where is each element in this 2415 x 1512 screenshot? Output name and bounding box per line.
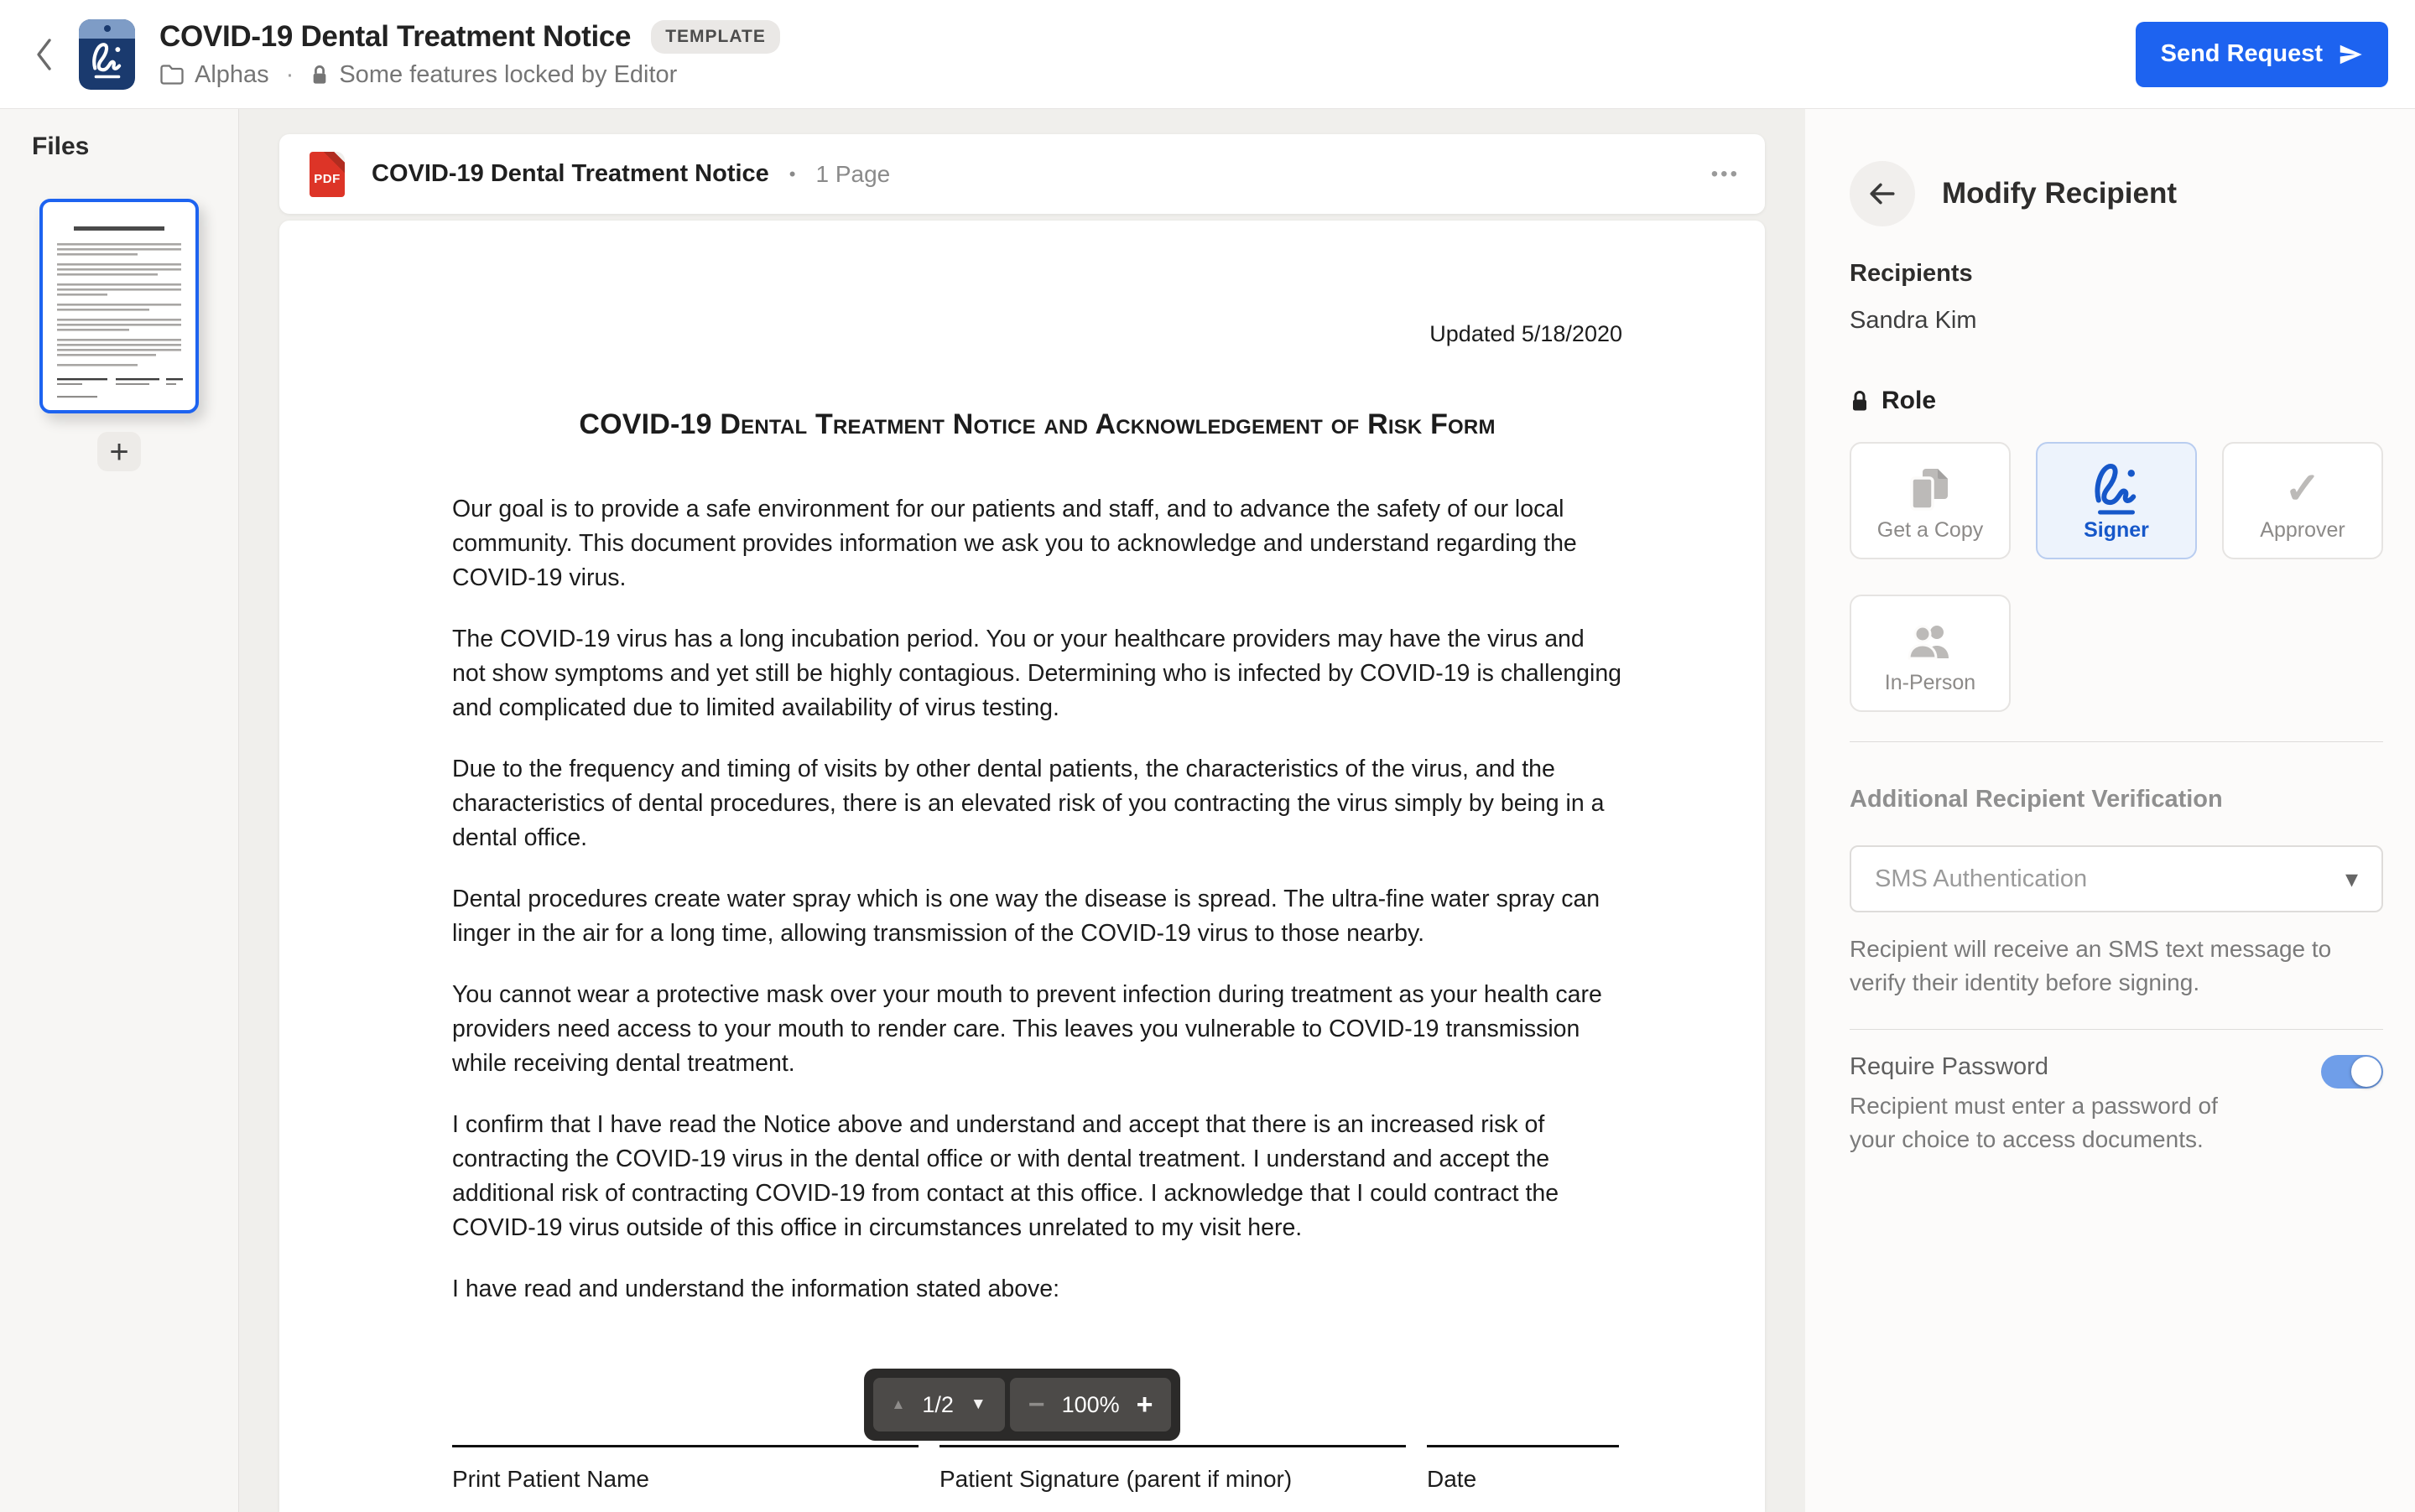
app-logo-icon [79,19,135,90]
document-paragraph: You cannot wear a protective mask over your mouth to prevent infection during treatment as your health care providers need access to your mouth to render care. This leaves you vulnerable to COVID-19 transmission while receiving dental treatment. [452,981,1602,1077]
document-paragraph: I confirm that I have read the Notice above and understand and accept that there is an increased risk of contracting the COVID-19 virus in the dental office or with dental treatment. I understand and accept the additional risk of contracting COVID-19 from contact at this office. I acknowledge that I could contract the COVID-19 virus outside of this office in circumstances unrelated to my visit here. [452,1111,1559,1241]
page-indicator: 1/2 [922,1391,954,1417]
dot-separator: · [285,60,294,88]
document-file-name: COVID-19 Dental Treatment Notice [372,160,769,187]
verification-selected-option: SMS Authentication [1875,865,2088,892]
panel-title: Modify Recipient [1942,177,2178,210]
verification-dropdown[interactable] [1850,845,2383,912]
panel-back-button[interactable] [1850,161,1915,226]
thumbnail-preview [45,206,193,406]
check-icon: ✓ [2284,465,2321,513]
recipients-label: Recipients [1850,260,1973,287]
document-paragraph: Due to the frequency and timing of visits by other dental patients, the characteristics of the virus, and the characteristics of dental procedures, there is an elevated risk of you contracting the virus simply by being in a dental office. [452,756,1605,851]
require-password-toggle[interactable] [2321,1055,2383,1089]
require-password-label: Require Password [1850,1053,2048,1080]
require-password-helper: Recipient must enter a password of your choice to access documents. [1850,1093,2218,1152]
document-paragraph: I have read and understand the information stated above: [452,1276,1060,1302]
zoom-in-icon[interactable]: + [1136,1388,1153,1421]
document-page-count: 1 Page [815,160,891,187]
panel-divider [1850,1029,2383,1030]
add-file-button[interactable]: + [97,432,141,471]
back-chevron-icon[interactable] [34,36,54,73]
lock-icon [310,64,329,86]
document-page [279,221,1765,1512]
dot-separator: • [789,163,796,184]
template-badge: TEMPLATE [651,20,780,54]
people-icon [1905,622,1955,661]
role-get-a-copy[interactable]: Get a Copy [1850,442,2011,559]
lock-note: Some features locked by Editor [339,60,678,88]
page-thumbnail[interactable] [39,199,199,413]
document-paragraph: Dental procedures create water spray which is one way the disease is spread. The ultra-fine water spray can linger in the air for a long time, allowing transmission of the COVID-19 virus to those nearby. [452,886,1600,947]
logo-clipboard-flap [79,19,135,39]
signature-field-print-name: Print Patient Name [452,1445,919,1493]
zoom-segment [1010,1378,1172,1431]
signature-icon [2093,461,2140,517]
zoom-level: 100% [1061,1391,1120,1417]
lock-icon [1850,389,1870,413]
chevron-down-icon: ▾ [2345,865,2358,893]
require-password-row [1850,1053,2383,1156]
signature-li-glyph [91,41,123,80]
signature-row [452,1445,1622,1493]
copy-icon [1908,465,1952,512]
document-title: COVID-19 Dental Treatment Notice and Acknowledgement of Risk Form [579,408,1496,440]
send-plane-icon [2338,42,2363,67]
signature-field-date: Date [1427,1445,1619,1493]
toggle-knob [2351,1057,2381,1087]
files-sidebar [0,109,239,1512]
panel-divider [1850,741,2383,742]
recipient-name: Sandra Kim [1850,307,1977,334]
role-signer[interactable]: Signer [2036,442,2197,559]
role-section-header: Role [1850,387,2383,415]
send-request-button[interactable]: Send Request [2136,22,2388,87]
pdf-icon: PDF [310,152,345,197]
back-arrow-icon [1868,179,1897,208]
document-header [279,134,1765,214]
verification-label: Additional Recipient Verification [1850,786,2223,813]
folder-icon [159,64,185,86]
modify-recipient-panel [1805,109,2415,1512]
role-approver[interactable]: ✓ Approver [2222,442,2383,559]
role-in-person[interactable]: In-Person [1850,595,2011,712]
folder-name[interactable]: Alphas [195,60,269,88]
document-updated-date: Updated 5/18/2020 [1429,321,1622,346]
top-header [0,0,2415,109]
files-heading: Files [32,132,90,160]
document-area [239,109,1805,1512]
header-title-block [159,20,780,89]
page-up-icon[interactable]: ▲ [891,1396,906,1412]
page-down-icon[interactable]: ▼ [970,1395,986,1413]
signature-field-patient-signature: Patient Signature (parent if minor) [939,1445,1406,1493]
document-paragraph: The COVID-19 virus has a long incubation period. You or your healthcare providers may have the virus and not show symptoms and yet still be highly contagious. Determining who is infected by COVID-19 is challenging and complicated due to limited availability of virus testing. [452,626,1622,721]
verification-helper-text: Recipient will receive an SMS text message to verify their identity before signing. [1850,936,2332,995]
zoom-out-icon[interactable]: − [1028,1388,1045,1421]
document-paragraph: Our goal is to provide a safe environment for our patients and staff, and to advance the safety of our local community. This document provides information we ask you to acknowledge and understand regarding the COVID-19 virus. [452,496,1577,591]
page-nav-segment [873,1378,1005,1431]
role-options [1850,442,2383,712]
page-toolbar [864,1369,1181,1441]
page-title: COVID-19 Dental Treatment Notice [159,19,632,53]
more-options-icon[interactable]: ••• [1710,162,1740,185]
